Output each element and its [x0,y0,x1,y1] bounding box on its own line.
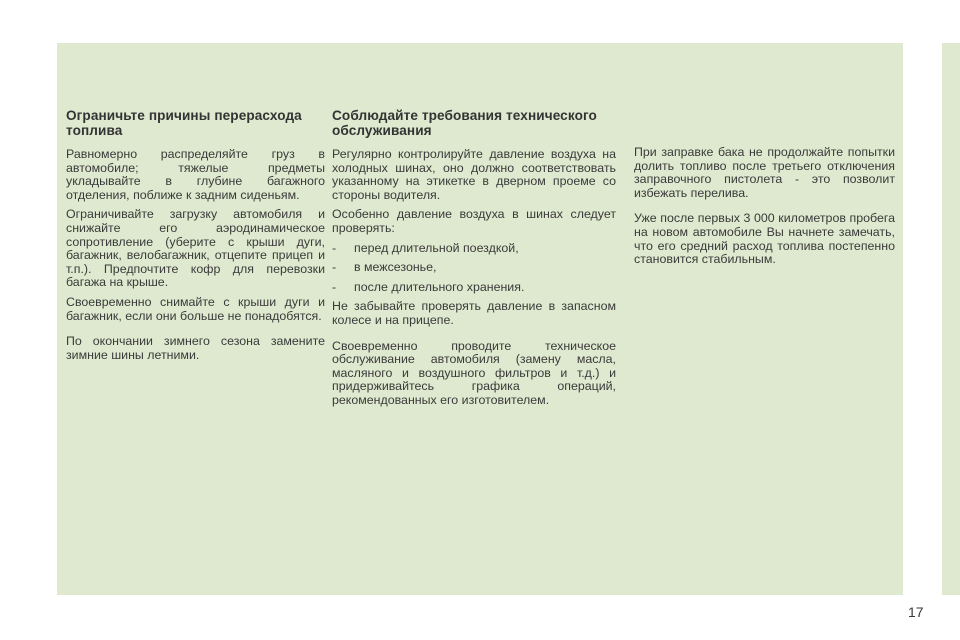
paragraph-roof-racks: Своевременно снимайте с крыши дуги и багажник, если они больше не понадобятся. [66,294,325,323]
list-dash: - [332,260,337,275]
column-refuel [634,146,895,273]
list-item-text: после длительного хранения. [354,279,525,294]
list-item [332,261,616,275]
paragraph-winter-tires: По окончании зимнего сезона замените зимние шины летними. [66,334,325,362]
column-maintenance [332,108,616,414]
list-item [332,281,616,295]
paragraph-aerodynamics: Ограничивайте загрузку автомобиля и снижайте его аэродинамическое сопротивление (уберите с крыши дуги, багажник, велобагажник, отцепите прицеп и т.п.). Предпочтите кофр для перевозки багажа на крыше. [66,207,325,290]
pressure-check-list [332,242,616,295]
paragraph-refuel: При заправке бака не продолжайте попытки долить топливо после третьего отключения заправочного пистолета - это позволит избежать перелива. [634,145,895,200]
side-strip [942,43,960,595]
paragraph-check-intro: Особенно давление воздуха в шинах следует проверять: [332,207,616,235]
list-item-text: перед длительной поездкой, [354,240,519,255]
heading-fuel-consumption: Ограничьте причины перерасхода топлива [66,108,302,138]
list-item [332,242,616,256]
paragraph-spare-wheel: Не забывайте проверять давление в запасном колесе и на прицепе. [332,299,616,327]
paragraph-tire-pressure: Регулярно контролируйте давление воздуха на холодных шинах, оно должно соответствовать указанному на этикетке в дверном проеме со стороны водителя. [332,147,616,202]
list-dash: - [332,279,337,294]
paragraph-load-distribution: Равномерно распределяйте груз в автомобиле; тяжелые предметы укладывайте в глубине багажного отделения, поближе к задним сиденьям. [66,147,325,202]
page-number: 17 [908,604,924,620]
list-dash: - [332,240,337,255]
list-item-text: в межсезонье, [354,260,437,275]
heading-maintenance: Соблюдайте требования технического обслуживания [332,108,597,138]
column-fuel [66,108,325,368]
paragraph-service-schedule: Своевременно проводите техническое обслуживание автомобиля (замену масла, масляного и воздушного фильтров и т.д.) и придерживайтесь графика операций, рекомендованных его изготовителем. [332,338,616,407]
paragraph-break-in: Уже после первых 3 000 километров пробега на новом автомобиле Вы начнете замечать, что его средний расход топлива постепенно становится стабильным. [634,211,895,267]
